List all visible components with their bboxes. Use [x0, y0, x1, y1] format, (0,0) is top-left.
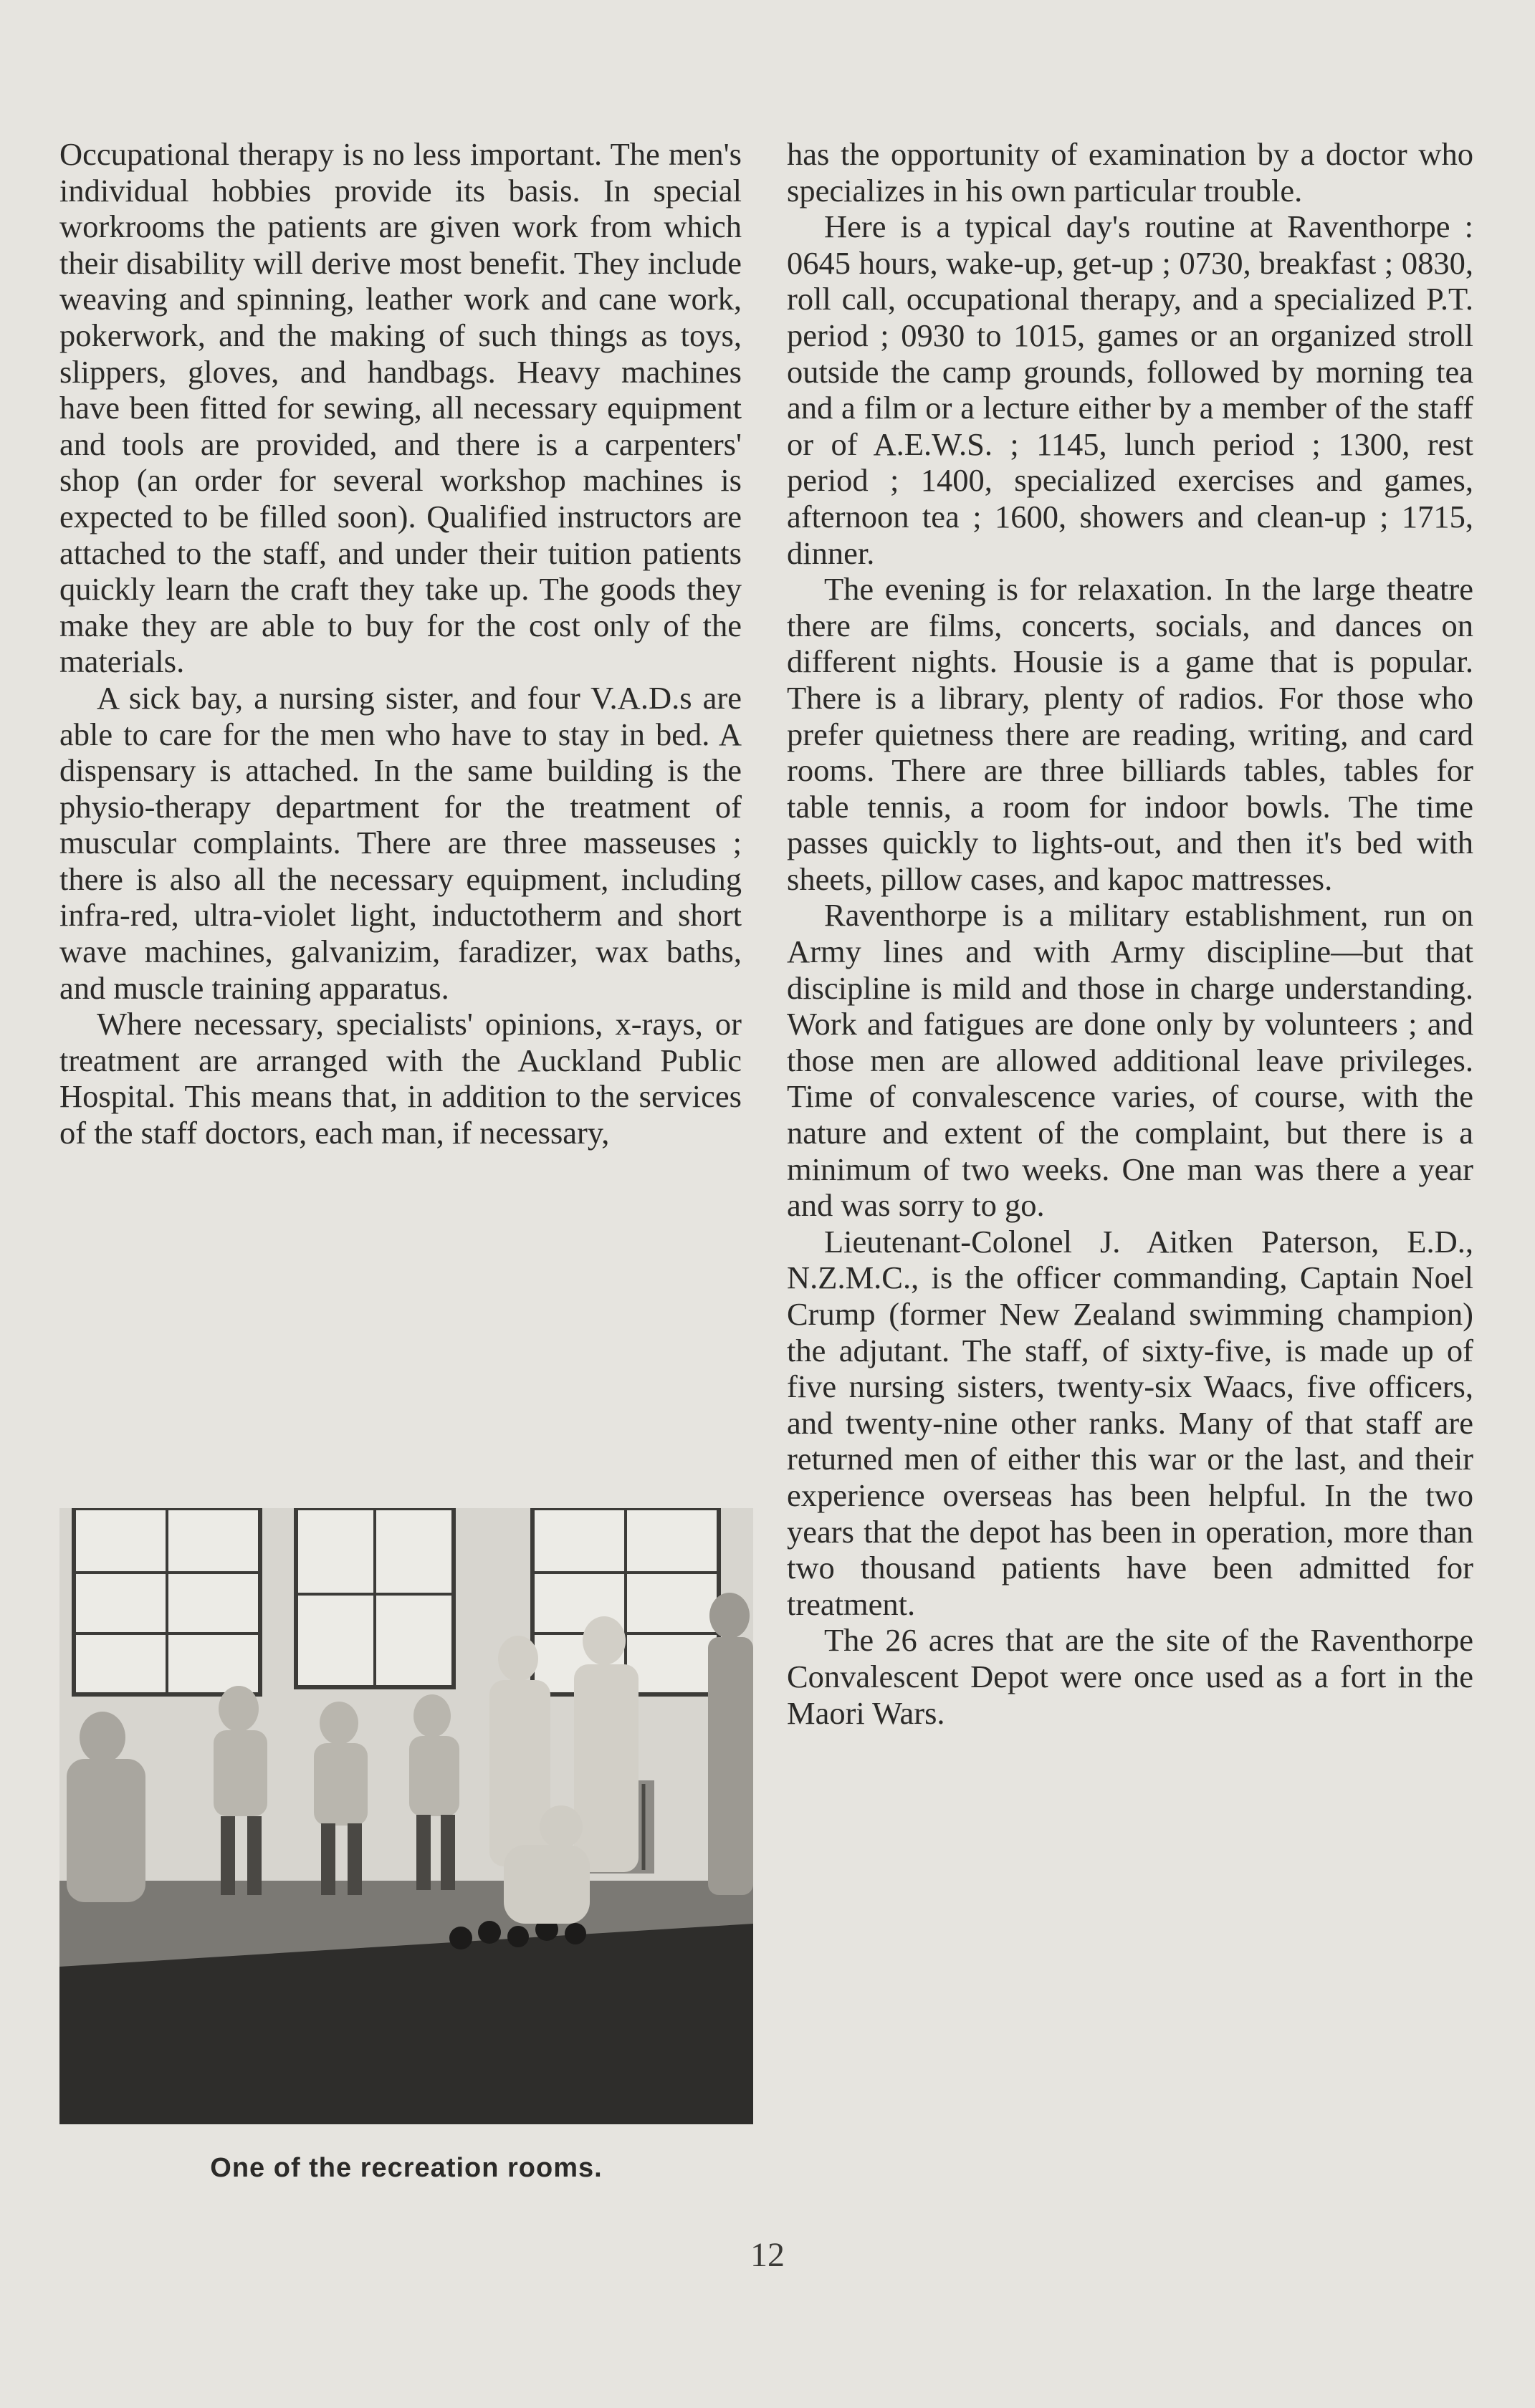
paragraph-daily-routine: Here is a typical day's routine at Raventhorpe : 0645 hours, wake-up, get-up ; 0730, breakfast ; 0830, roll call, occupational therapy, and a specialized P.T. period ; 0930 to 1015, games or an organized stroll outside the camp grounds, followed by morning tea and a film or a lecture either by a member of the staff or of A.E.W.S. ; 1145, lunch period ; 1300, rest period ; 1400, specialized exercises and games, afternoon tea ; 1600, showers and clean-up ; 1715, dinner. [787, 208, 1473, 571]
paragraph-evening: The evening is for relaxation. In the large theatre there are films, concerts, socials, and dances on different nights. Housie is a game that is popular. There is a library, plenty of radios. For those who prefer quietness there are reading, writing, and card rooms. There are three billiards tables, tables for table tennis, a room for indoor bowls. The time passes quickly to lights-out, and then it's bed with sheets, pillow cases, and kapoc mattresses. [787, 571, 1473, 897]
paragraph-military-establishment: Raventhorpe is a military establishment, run on Army lines and with Army discipline—but that discipline is mild and those in charge understanding. Work and fatigues are done only by volunteers ; and those men are allowed additional leave privileges. Time of convalescence varies, of course, with the nature and extent of the complaint, but there is a minimum of two weeks. One man was there a year and was sorry to go. [787, 897, 1473, 1224]
paragraph-specialists: Where necessary, specialists' opinions, x-rays, or treatment are arranged with the Auckland Public Hospital. This means that, in addition to the services of the staff doctors, each man, if necessary, [59, 1006, 742, 1151]
photo-illustration [59, 1508, 753, 2124]
paragraph-occupational-therapy: Occupational therapy is no less important. The men's individual hobbies provide its basis. In special workrooms the patients are given work from which their disability will derive most benefit. They include weaving and spinning, leather work and cane work, pokerwork, and the making of such things as toys, slippers, gloves, and handbags. Heavy machines have been fitted for sewing, all necessary equipment and tools are provided, and there is a carpenters' shop (an order for several workshop machines is expected to be filled soon). Qualified instructors are attached to the staff, and under their tuition patients quickly learn the craft they take up. The goods they make they are able to buy for the cost only of the materials. [59, 136, 742, 680]
page-number: 12 [750, 2236, 785, 2274]
paragraph-staff: Lieutenant-Colonel J. Aitken Paterson, E.D., N.Z.M.C., is the officer commanding, Captain Noel Crump (former New Zealand swimming champion) the adjutant. The staff, of sixty-five, is made up of five nursing sisters, twenty-six Waacs, five officers, and twenty-nine other ranks. Many of that staff are returned men of either this war or the last, and their experience overseas has been helpful. In the two years that the depot has been in operation, more than two thousand patients have been admitted for treatment. [787, 1223, 1473, 1622]
right-text-column [787, 136, 1473, 1731]
photo-caption: One of the recreation rooms. [210, 2153, 603, 2183]
paragraph-site-history: The 26 acres that are the site of the Raventhorpe Convalescent Depot were once used as a fort in the Maori Wars. [787, 1622, 1473, 1731]
left-text-column [59, 136, 742, 1151]
paragraph-examination: has the opportunity of examination by a doctor who specializes in his own particular trouble. [787, 136, 1473, 208]
paragraph-sick-bay: A sick bay, a nursing sister, and four V.A.D.s are able to care for the men who have to stay in bed. A dispensary is attached. In the same building is the physio-therapy department for the treatment of muscular complaints. There are three masseuses ; there is also all the necessary equipment, including infra-red, ultra-violet light, inductotherm and short wave machines, galvanizim, faradizer, wax baths, and muscle training apparatus. [59, 679, 742, 1006]
recreation-room-photo [59, 1508, 753, 2124]
